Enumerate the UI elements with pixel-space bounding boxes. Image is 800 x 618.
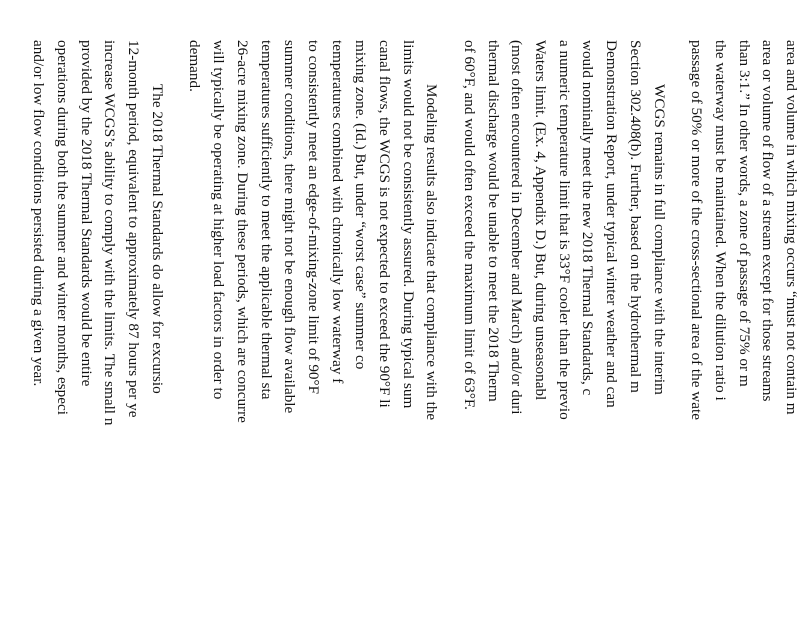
text-line: the waterway must be maintained. When the dilution ratio i (711, 40, 729, 401)
text-line: Waters limit. (Ex. 4, Appendix D.) But, during unseasonabl (532, 40, 550, 401)
text-line: would nominally meet the new 2018 Thermal Standards, c (579, 40, 597, 396)
text-line: canal flows, the WCGS is not expected to exceed the 90°F li (376, 40, 393, 408)
text-line: WCGS remains in full compliance with the interim (650, 84, 668, 395)
paragraph-interim-compliance (457, 40, 670, 600)
text-line: operations during both the summer and winter months, especi (54, 40, 72, 415)
text-line: area or volume of flow of a stream except for those streams (759, 40, 777, 402)
text-line: of 60°F, and would often exceed the maximum limit of 63°F. (461, 40, 479, 410)
text-line: summer conditions, there might not be enough flow available (281, 40, 299, 414)
text-line: increase WCGS’s ability to comply with the limits. The small n (101, 40, 119, 426)
text-line: and/or low flow conditions persisted during a given year. (30, 40, 48, 387)
text-line: Modeling results also indicate that compliance with the (423, 84, 441, 421)
paragraph-mixing-zone (685, 40, 800, 600)
text-line: thermal discharge would be unable to meet the 2018 Therm (484, 40, 502, 402)
text-line: temperatures combined with chronically low waterway f (328, 40, 346, 384)
text-line: will typically be operating at higher load factors in order to (210, 40, 228, 400)
text-line: mixing zone. (Id.) But, under “worst case” summer co (352, 40, 370, 370)
paragraph-modeling-results (183, 40, 444, 600)
text-line: 12-month period, equivalent to approximately 87 hours per ye (125, 40, 143, 418)
text-line: temperatures sufficiently to meet the applicable thermal sta (257, 40, 275, 400)
text-line: Demonstration Report, under typical winter weather and can (603, 40, 621, 408)
text-line: than 3:1.” In other words, a zone of passage of 75% or m (735, 40, 753, 387)
text-line: limits would not be consistently assured. During typical sum (399, 40, 417, 409)
text-line: provided by the 2018 Thermal Standards would be entire (77, 40, 95, 387)
text-line: 26-acre mixing zone. During these periods, which are concurre (233, 40, 251, 423)
text-line: a numeric temperature limit that is 33°F cooler than the previo (555, 40, 573, 420)
rotated-text-block (27, 40, 800, 600)
text-line: to consistently meet an edge-of-mixing-zone limit of 90°F (304, 40, 322, 395)
text-line: (most often encountered in December and March) and/or duri (508, 40, 526, 415)
text-line: Section 302.408(b). Further, based on the hydrothermal m (626, 40, 644, 393)
text-line: The 2018 Thermal Standards do allow for excursio (148, 84, 166, 394)
paragraph-excursions (27, 40, 169, 600)
text-line: demand. (186, 40, 204, 92)
text-line: passage of 50% or more of the cross-sectional area of the wate (688, 40, 706, 420)
text-line: area and volume in which mixing occurs “must not contain m (783, 40, 800, 415)
